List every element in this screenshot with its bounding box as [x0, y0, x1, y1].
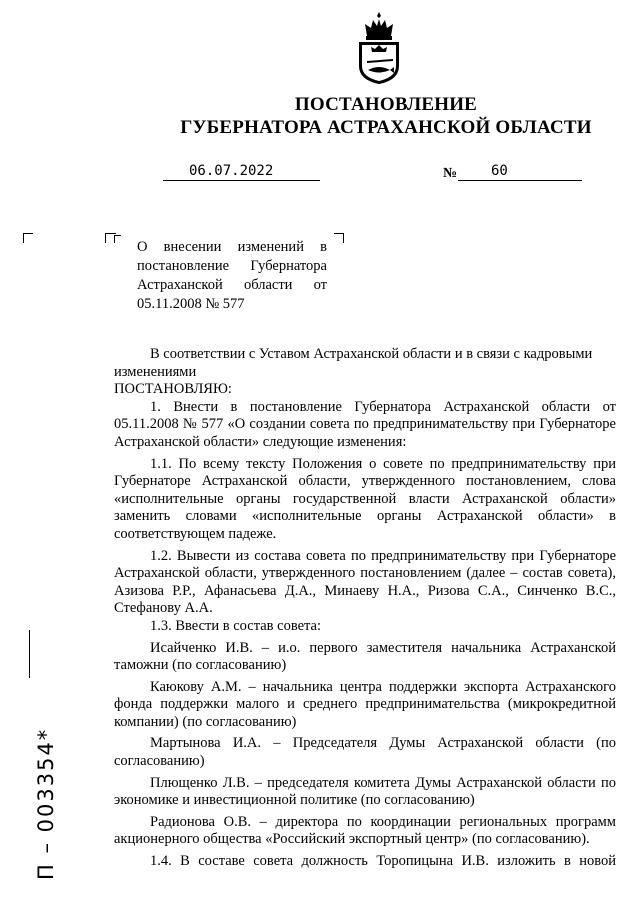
- member-entry: Мартынова И.А. – Председателя Думы Астраханской области (по согласованию): [114, 735, 616, 770]
- decree-word: ПОСТАНОВЛЯЮ:: [114, 381, 232, 398]
- document-title: ПОСТАНОВЛЕНИЕ: [294, 94, 478, 115]
- corner-mark-subject-right: [334, 233, 344, 243]
- intro-paragraph: В соответствии с Уставом Астраханской области и в связи с кадровыми изменениями: [114, 346, 593, 380]
- date-underline: [163, 180, 320, 181]
- stamp-line: [29, 630, 30, 678]
- paragraph-1: 1. Внести в постановление Губернатора Астраханской области от 05.11.2008 № 577 «О создании совета по предпринимательству при Губернаторе Астраханской области» следующие изменения:: [114, 398, 616, 450]
- corner-mark-subject-left-inner: [114, 235, 121, 243]
- member-entry: Радионова О.В. – директора по координации региональных программ акционерного общества «Российский экспортный центр» (по согласованию).: [114, 813, 616, 848]
- document-issuer: ГУБЕРНАТОРА АСТРАХАНСКОЙ ОБЛАСТИ: [180, 117, 592, 138]
- paragraph-1-1: 1.1. По всему тексту Положения о совете по предпринимательству при Губернаторе Астраханской области, утвержденного постановлением, слова «исполнительные органы государственной власти Астраханской области» заменить словами «исполнительные органы Астраханской области» в соответствующем падеже.: [114, 455, 616, 542]
- stamp-code: П – 003354*: [34, 727, 58, 880]
- paragraph-1-3: 1.3. Ввести в состав совета:: [150, 617, 321, 634]
- document-subject: О внесении изменений в постановление Губернатора Астраханской области от 05.11.2008 № 577: [137, 239, 327, 312]
- member-entry: Плющенко Л.В. – председателя комитета Думы Астраханской области по экономике и инвестиционной политике (по согласованию): [114, 774, 616, 809]
- number-sign: №: [443, 166, 458, 181]
- member-entry: Каюкову А.М. – начальника центра поддержки экспорта Астраханского фонда поддержки малого и среднего предпринимательства (микрокредитной компании) (по согласованию): [114, 678, 616, 730]
- coat-of-arms-icon: [355, 10, 403, 86]
- document-date: 06.07.2022: [189, 163, 274, 179]
- document-body: [114, 346, 616, 871]
- document-number: 60: [491, 163, 508, 179]
- registration-stamp: [14, 630, 58, 880]
- paragraph-1-2: 1.2. Вывести из состава совета по предпринимательству при Губернаторе Астраханской области, утвержденного постановлением (далее – состав совета), Азизова Р.Р., Афанасьева Д.А., Минаеву Н.А., Ризова С.А., Синченко В.С., Стефанову А.А.: [114, 547, 616, 617]
- member-entry: Исайченко И.В. – и.о. первого заместителя начальника Астраханской таможни (по согласованию): [114, 639, 616, 674]
- corner-mark-left: [23, 233, 33, 243]
- paragraph-1-4: 1.4. В составе совета должность Торопицына И.В. изложить в новой: [150, 853, 616, 870]
- number-underline: [458, 180, 582, 181]
